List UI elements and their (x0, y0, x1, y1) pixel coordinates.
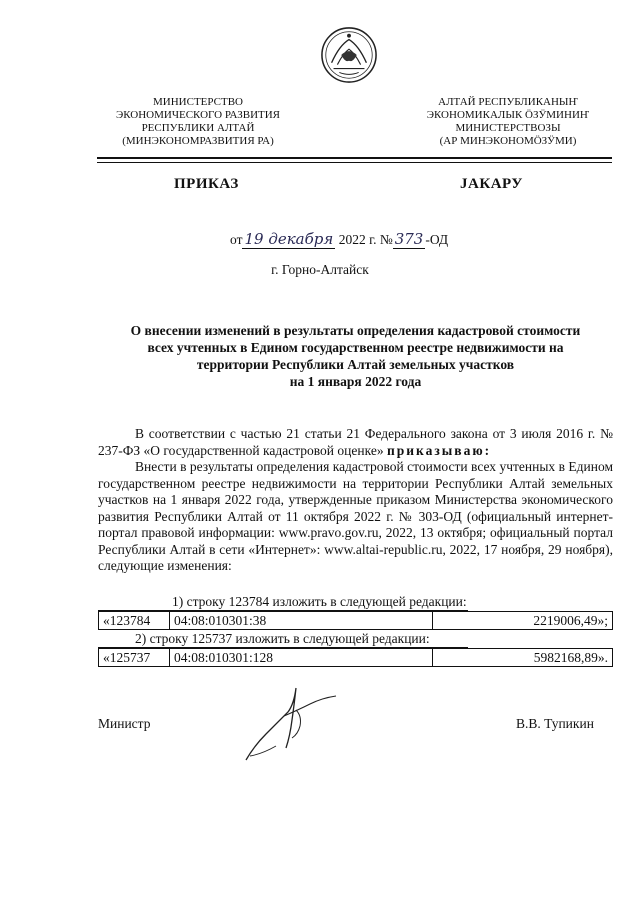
amendment-table-2 (98, 648, 613, 667)
header-line: МИНИСТЕРСТВО (153, 96, 243, 108)
order-title-ru: ПРИКАЗ (174, 176, 239, 192)
paragraph-basis-text: В соответствии с частью 21 статьи 21 Федерального закона от 3 июля 2016 г. № 237-ФЗ «О государственной кадастровой оценке» (98, 426, 613, 458)
city: г. Горно-Алтайск (271, 262, 369, 277)
date-year: 2022 г. № (338, 232, 393, 247)
table-cell-value: 2219006,49»; (433, 612, 613, 630)
header-divider-thin (97, 162, 612, 163)
header-line: АЛТАЙ РЕСПУБЛИКАНЫҤ (438, 96, 578, 108)
signer-position: Министр (98, 716, 151, 731)
table-cell-row-number: «125737 (99, 649, 170, 667)
subject-line: территории Республики Алтай земельных участков (196, 357, 515, 372)
table-cell-cadastral-number: 04:08:010301:38 (170, 612, 433, 630)
table-row (99, 649, 613, 667)
ministry-header-alt (408, 96, 608, 148)
date-prefix: от (230, 232, 243, 247)
order-date-line (230, 230, 448, 249)
paragraph-amend: Внести в результаты определения кадастровой стоимости всех учтенных в Едином государственном реестре недвижимости на территории Республики Алтай земельных участков на 1 января 2022 года, утвержденные приказом Министерства экономического развития Республики Алтай от 11 октября 2022 г. № 303-ОД (официальный интернет-портал правовой информации: www.pravo.gov.ru, 2022, 13 октября; официальный портал Республики Алтай в сети «Интернет»: www.altai-republic.ru, 2022, 17 ноября, 29 ноября), следующие изменения: (98, 459, 613, 573)
header-line: (АР МИНЭКОНОМӦЗӰМИ) (439, 135, 577, 147)
header-line: (МИНЭКОНОМРАЗВИТИЯ РА) (122, 135, 274, 147)
header-line: РЕСПУБЛИКИ АЛТАЙ (141, 122, 255, 134)
order-subject (98, 322, 613, 390)
table-cell-value: 5982168,89». (433, 649, 613, 667)
table-cell-cadastral-number: 04:08:010301:128 (170, 649, 433, 667)
amendment-instruction-2: 2) строку 125737 изложить в следующей редакции: (135, 631, 430, 646)
amendment-instruction-1: 1) строку 123784 изложить в следующей редакции: (172, 594, 467, 609)
order-body (98, 426, 613, 575)
subject-line: всех учтенных в Едином государственном реестре недвижимости на (147, 340, 564, 355)
order-command: приказываю: (386, 442, 492, 458)
order-number-suffix: -ОД (425, 232, 449, 247)
table-cell-row-number: «123784 (99, 612, 170, 630)
signer-name: В.В. Тупикин (516, 716, 594, 731)
amendment-table-1 (98, 611, 613, 630)
header-line: ЭКОНОМИЧЕСКОГО РАЗВИТИЯ (115, 109, 281, 121)
republic-altai-emblem-icon (320, 26, 378, 84)
handwritten-signature (236, 676, 346, 766)
order-title-alt: ЈАКАРУ (460, 176, 523, 192)
subject-line: О внесении изменений в результаты определения кадастровой стоимости (130, 323, 581, 338)
header-line: ЭКОНОМИКАЛЫК ӦЗӰМИНИҤ (426, 109, 590, 121)
header-line: МИНИСТЕРСТВОЗЫ (455, 122, 561, 134)
header-divider-thick (97, 157, 612, 159)
paragraph-basis (98, 426, 613, 459)
table-row (99, 612, 613, 630)
ministry-header-ru (98, 96, 298, 148)
date-day-month: 19 декабря (244, 230, 334, 248)
subject-line: на 1 января 2022 года (289, 374, 422, 389)
order-number: 373 (394, 230, 424, 248)
